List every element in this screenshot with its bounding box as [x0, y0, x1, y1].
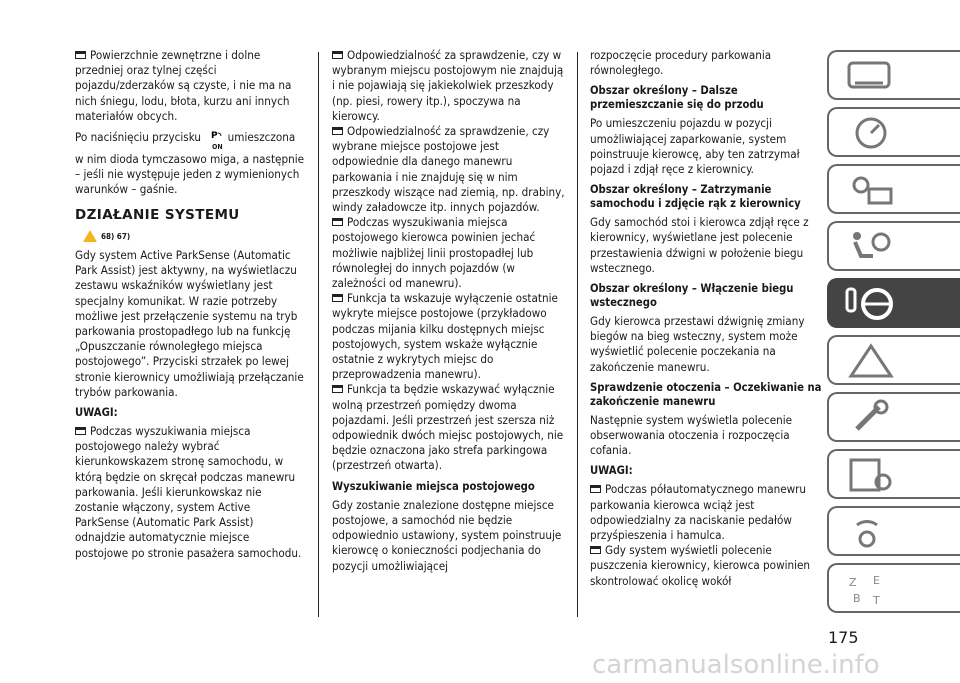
- airbag-seat-icon: [843, 228, 899, 266]
- bullet-icon: [332, 218, 343, 226]
- tab-starting-driving[interactable]: [827, 278, 960, 328]
- bullet-icon: [332, 294, 343, 302]
- paragraph: Podczas wyszukiwania miejsca postojowego należy wybrać kierunkowskazem stronę samochodu, w którą będzie on skręcał podczas manewru parkowania. Jeśli kierunkowskaz nie zostanie włączony, system Active ParkSense (Automatic Park Assist) odnajdzie automatycznie miejsce postojowe po stronie pasażera samochodu.: [75, 424, 302, 560]
- tab-lights-warnings[interactable]: [827, 164, 960, 214]
- column-3: [590, 48, 822, 595]
- paragraph: Gdy zostanie znalezione dostępne miejsce postojowe, a samochód nie będzie odpowiednio ustawiony, system poinstruuje kierowcę o konieczności podjechania do pozycji umożliwiającej: [332, 497, 562, 573]
- tab-emergency[interactable]: [827, 335, 960, 385]
- bullet-icon: [75, 51, 86, 59]
- gauge-icon: [843, 114, 899, 152]
- checklist-gear-icon: [843, 456, 899, 494]
- bullet-icon: [332, 385, 343, 393]
- section-heading: DZIAŁANIE SYSTEMU: [75, 206, 240, 223]
- subheading: Wyszukiwanie miejsca postojowego: [332, 479, 535, 493]
- notes-heading: UWAGI:: [590, 464, 633, 478]
- warning-light-envelope-icon: [843, 171, 899, 209]
- subheading: Obszar określony – Zatrzymanie samochodu i zdjęcie rąk z kierownicy: [590, 183, 801, 211]
- tab-index[interactable]: [827, 563, 960, 613]
- bullet-item: Gdy system wyświetli polecenie puszczenia kierownicy, kierowca powinien skontrolować okolicę wokół: [590, 543, 811, 588]
- svg-text:T: T: [873, 594, 880, 607]
- bullet-icon: [75, 427, 86, 435]
- bullet-item: Odpowiedzialność za sprawdzenie, czy wybrane miejsce postojowe jest odpowiednie dla danego manewru parkowania i nie znajduję się w nim przeszkody wiszące nad ziemią, np. drabiny, windy załadowcze itp. innych pojazdów.: [332, 124, 565, 215]
- paragraph: Następnie system wyświetla polecenie obserwowania otoczenia i rozpoczęcia cofania.: [590, 412, 793, 458]
- bullet-icon: [590, 485, 601, 493]
- bullet-icon: [332, 127, 343, 135]
- paragraph: Po naciśnięciu przycisku P ON umieszczona w nim dioda tymczasowo miga, a następnie – jeśli nie występuje jeden z wymienionych warunków – gaśnie.: [75, 130, 305, 197]
- paragraph: Powierzchnie zewnętrzne i dolne przedniej oraz tylnej części pojazdu/zderzaków są czyste, i nie ma na nich śniegu, lodu, błota, kurzu ani innych materiałów obcych.: [75, 48, 292, 123]
- paragraph: Gdy kierowca przestawi dźwignię zmiany biegów na bieg wsteczny, system może wyświetlić polecenie poczekania na zakończenie manewru.: [590, 314, 805, 374]
- subheading: Obszar określony – Dalsze przemieszczanie się do przodu: [590, 84, 764, 112]
- page-number: 175: [828, 628, 859, 647]
- svg-text:E: E: [873, 574, 880, 587]
- paragraph: rozpoczęcie procedury parkowania równoległego.: [590, 48, 772, 78]
- bullet-icon: [332, 51, 343, 59]
- svg-text:Z: Z: [849, 576, 857, 589]
- alphabet-index-icon: [843, 570, 899, 608]
- subheading: Sprawdzenie otoczenia – Oczekiwanie na zakończenie manewru: [590, 380, 822, 408]
- parking-button-icon: P ON: [211, 131, 223, 152]
- tab-vehicle-overview[interactable]: [827, 50, 960, 100]
- bullet-item: Funkcja ta wskazuje wyłączenie ostatnie wykryte miejsce postojowe (przykładowo podczas mijania kilku dostępnych miejsc postojowych, system wskaże wyłącznie ostatnie z wykrytych miejsc do przeprowadzenia manewru).: [332, 291, 558, 382]
- notes-heading: UWAGI:: [75, 406, 118, 420]
- wrench-icon: [843, 399, 899, 437]
- bullet-item: Podczas wyszukiwania miejsca postojowego kierowca powinien jechać możliwie najbliżej linii prostopadłej lub równoległej do innych pojazdów (w zależności od manewru).: [332, 215, 536, 291]
- paragraph: Po umieszczeniu pojazdu w pozycji umożliwiającej zaparkowanie, system poinstruuje kierowcę, aby ten zatrzymał pojazd i zdjął ręce z kierownicy.: [590, 116, 800, 177]
- key-steering-wheel-icon: [843, 285, 899, 323]
- bullet-item: Podczas półautomatycznego manewru parkowania kierowca wciąż jest odpowiedzialny za naciskanie pedałów przyśpieszenia i hamulca.: [590, 482, 807, 543]
- music-signal-icon: [843, 513, 899, 551]
- paragraph: Gdy samochód stoi i kierowca zdjął ręce z kierownicy, wyświetlane jest polecenie przestawienia dźwigni w położenie biegu wstecznego.: [590, 215, 809, 275]
- warning-triangle-tab-icon: [843, 342, 899, 380]
- column-divider: [318, 52, 319, 617]
- bullet-icon: [590, 546, 601, 554]
- tab-technical-data[interactable]: [827, 449, 960, 499]
- tab-safety[interactable]: [827, 221, 960, 271]
- svg-text:P: P: [211, 131, 218, 141]
- column-1: [75, 48, 305, 567]
- watermark: carmanualsonline.info: [592, 650, 880, 680]
- bullet-item: Funkcja ta będzie wskazywać wyłącznie wolną przestrzeń pomiędzy dwoma pojazdami. Jeśli przestrzeń jest szersza niż odpowiednik dwóch miejsc postojowych, nie będzie oznaczona jako strefa parkingowa (przestrzeń otwarta).: [332, 382, 564, 473]
- warning-refs: 68) 67): [83, 229, 305, 244]
- bullet-item: Odpowiedzialność za sprawdzenie, czy w wybranym miejscu postojowym nie znajdują i nie pojawiają się jakiekolwiek przeszkody (np. piesi, rowery itp.), spoczywa na kierowcy.: [332, 48, 564, 123]
- column-2: [332, 48, 568, 580]
- chapter-tabs: [827, 50, 960, 620]
- subheading: Obszar określony – Włączenie biegu wstecznego: [590, 282, 794, 310]
- warning-triangle-icon: [83, 230, 97, 242]
- tab-instrument-panel[interactable]: [827, 107, 960, 157]
- column-divider: [577, 52, 578, 617]
- tab-servicing[interactable]: [827, 392, 960, 442]
- tab-multimedia[interactable]: [827, 506, 960, 556]
- car-dashboard-icon: [843, 57, 899, 95]
- svg-text:B: B: [853, 592, 861, 605]
- paragraph: Gdy system Active ParkSense (Automatic Park Assist) jest aktywny, na wyświetlaczu zestawu wskaźników wyświetlany jest specjalny komunikat. W razie potrzeby możliwe jest przełączenie systemu na tryb parkowania prostopadłego lub na funkcję „Opuszczanie równoległego miejsca postojowego”. Przyciski strzałek po lewej stronie kierownicy umożliwiają przełączanie trybów parkowania.: [75, 248, 304, 399]
